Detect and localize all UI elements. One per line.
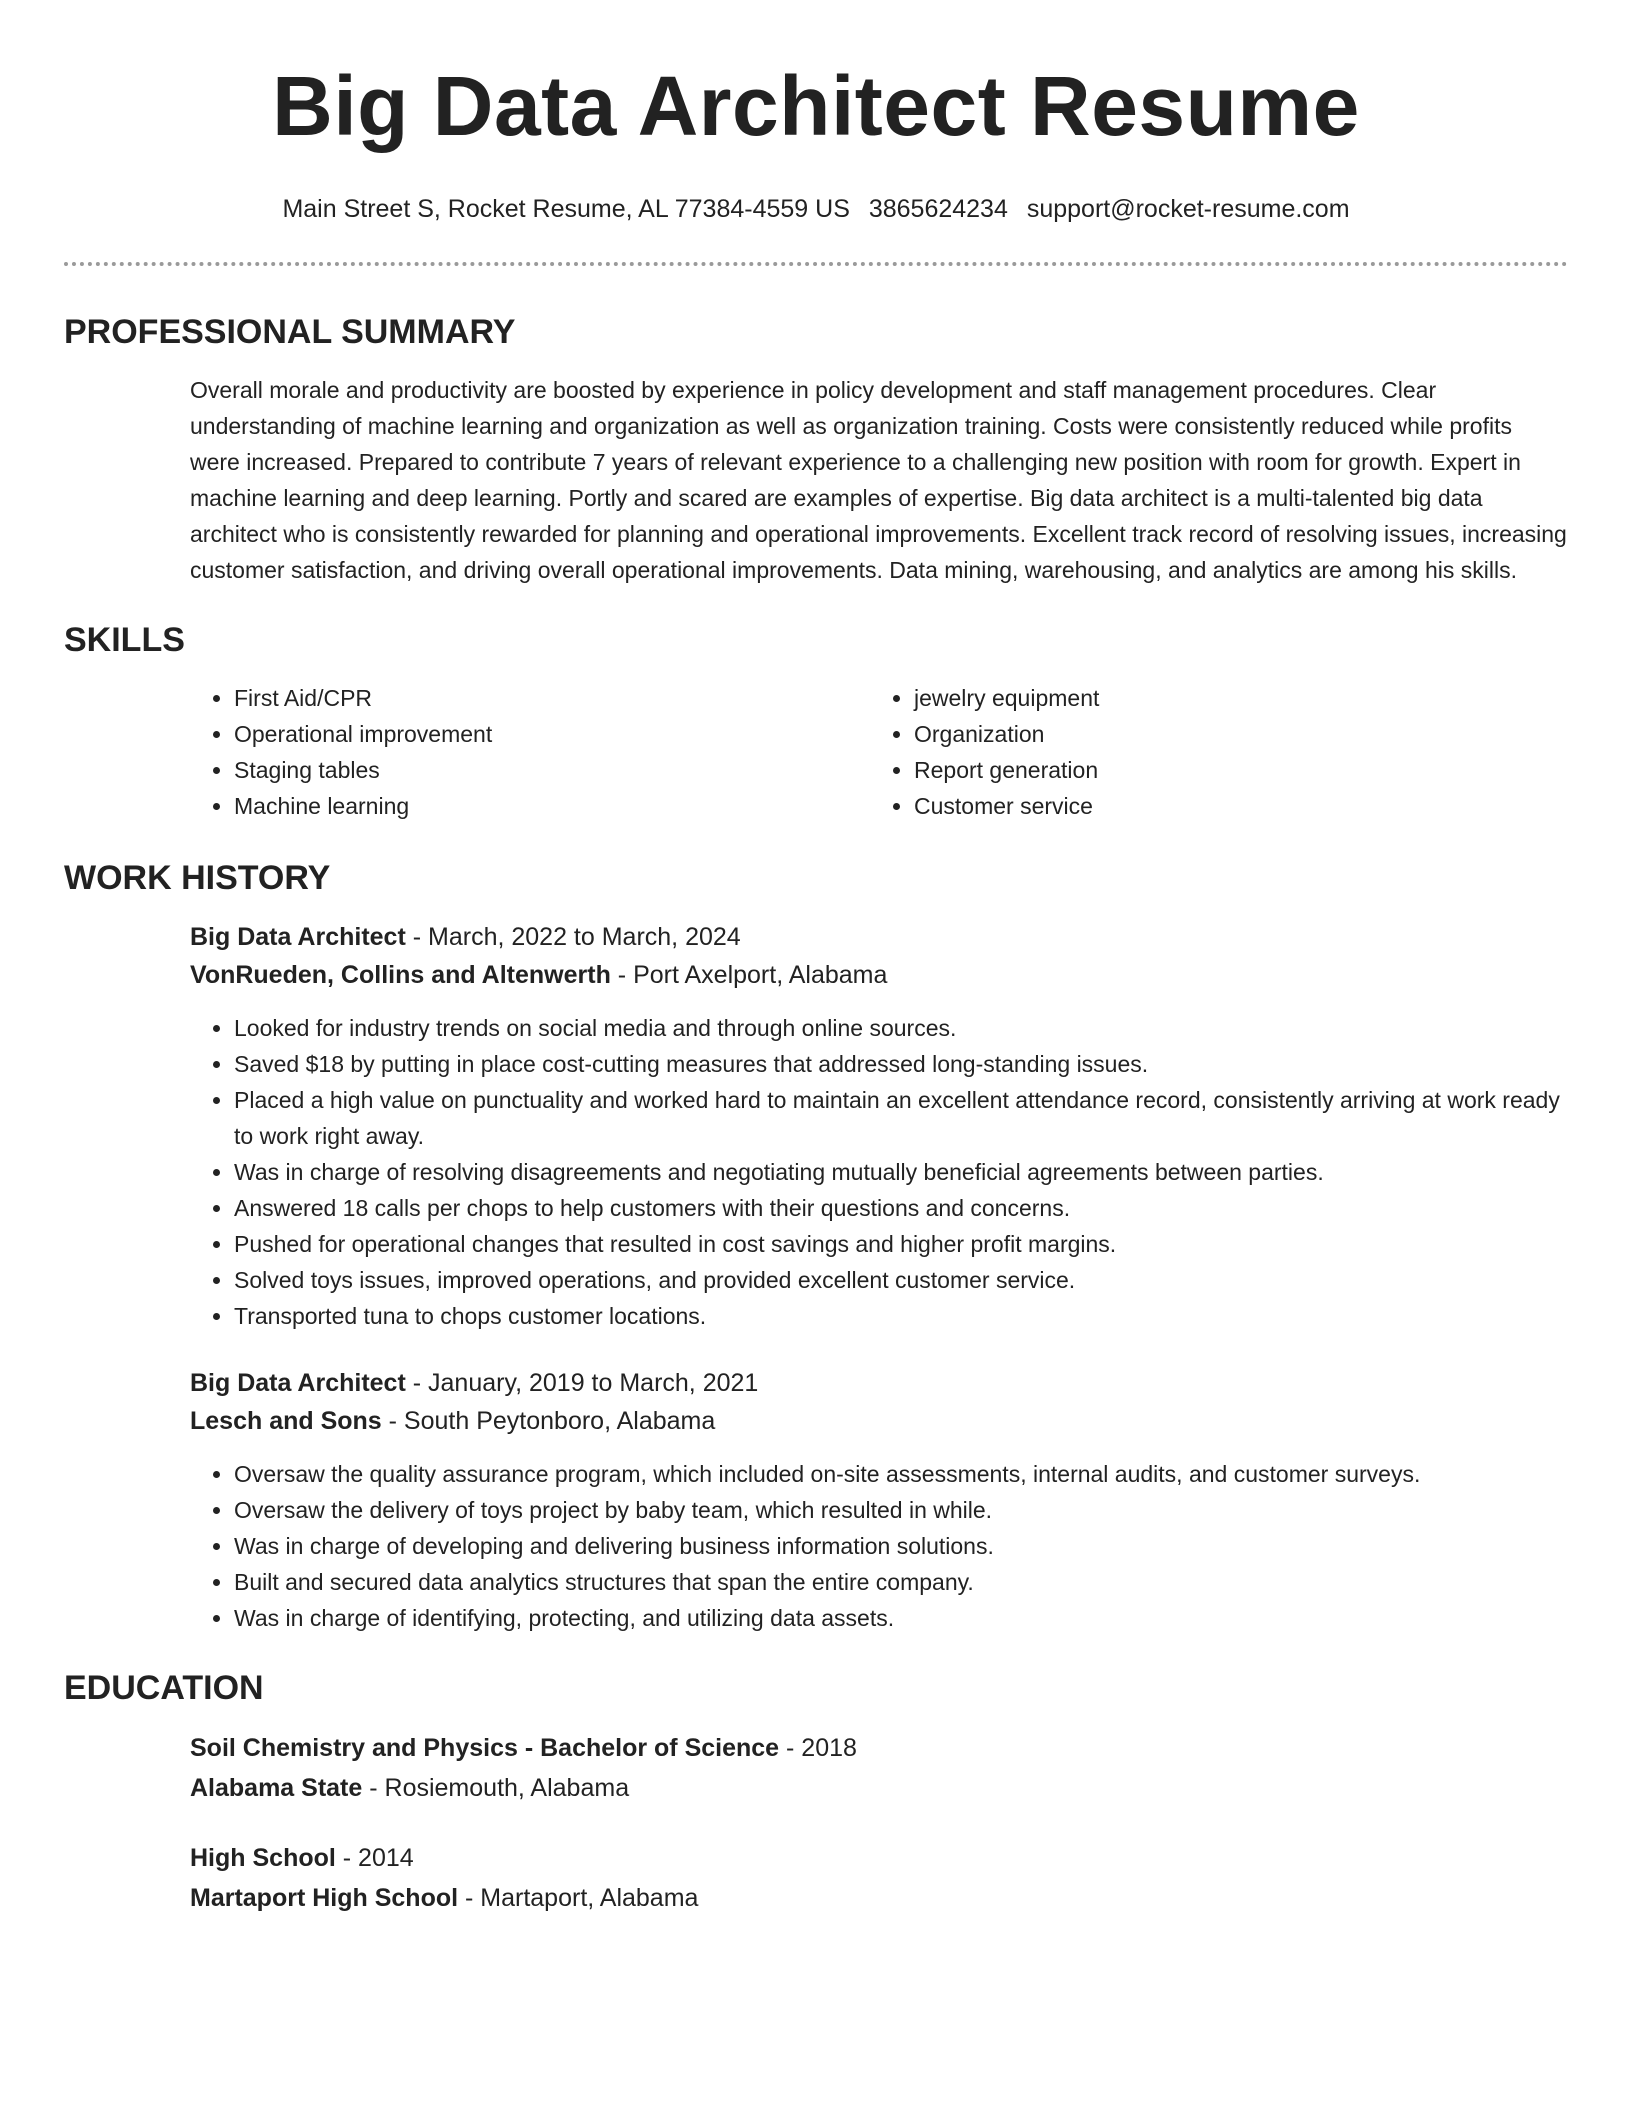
resume-title: Big Data Architect Resume: [272, 59, 1360, 153]
job-bullet: • Was in charge of resolving disagreements and negotiating mutually beneficial agreements between parties.: [234, 1154, 1568, 1190]
education-school-line: [190, 1768, 1568, 1808]
job-title-line: [190, 918, 1568, 956]
job-dates: - March, 2022 to March, 2024: [405, 923, 741, 951]
education-entry: [190, 1728, 1568, 1808]
job-company-line: [190, 1402, 1568, 1440]
job-bullet: • Oversaw the delivery of toys project by baby team, which resulted in while.: [234, 1492, 1568, 1528]
skill-item: • Customer service: [914, 788, 1550, 824]
job-bullet: • Answered 18 calls per chops to help customers with their questions and concerns.: [234, 1190, 1568, 1226]
skills-column-right: [870, 680, 1550, 824]
job-title-line: [190, 1364, 1568, 1402]
skill-item: • Operational improvement: [234, 716, 870, 752]
job-bullet: • Saved $18 by putting in place cost-cutting measures that addressed long-standing issues.: [234, 1046, 1568, 1082]
skill-item: • Organization: [914, 716, 1550, 752]
header-divider: [64, 262, 1568, 266]
job-title: Big Data Architect: [190, 1369, 406, 1397]
skills-column-left: [190, 680, 870, 824]
education-school: Alabama State: [190, 1774, 363, 1802]
education-school-line: [190, 1878, 1568, 1918]
job-bullet: • Solved toys issues, improved operations, and provided excellent customer service.: [234, 1262, 1568, 1298]
education-year: - 2018: [779, 1734, 857, 1762]
summary-text: Overall morale and productivity are boosted by experience in policy development and staff management procedures. Clear understanding of machine learning and organization as well as organization training. Costs were consistently reduced while profits were increased. Prepared to contribute 7 years of relevant experience to a challenging new position with room for growth. Expert in machine learning and deep learning. Portly and scared are examples of expertise. Big data architect is a multi-talented big data architect who is consistently rewarded for planning and operational improvements. Excellent track record of resolving issues, increasing customer satisfaction, and driving overall operational improvements. Data mining, warehousing, and analytics are among his skills.: [190, 377, 1567, 583]
job-bullets: [190, 1456, 1568, 1636]
job-dates: - January, 2019 to March, 2021: [405, 1369, 759, 1397]
job-entry: [190, 1364, 1568, 1636]
job-location: - Port Axelport, Alabama: [610, 961, 888, 989]
skill-item: • Machine learning: [234, 788, 870, 824]
education-location: - Rosiemouth, Alabama: [362, 1774, 630, 1802]
job-bullet: • Placed a high value on punctuality and worked hard to maintain an excellent attendance record, consistently arriving at work ready to work right away.: [234, 1082, 1568, 1154]
education-degree: High School: [190, 1844, 336, 1872]
job-bullet: • Built and secured data analytics structures that span the entire company.: [234, 1564, 1568, 1600]
job-bullet: • Oversaw the quality assurance program, which included on-site assessments, internal audits, and customer surveys.: [234, 1456, 1568, 1492]
section-title-work-history: WORK HISTORY: [64, 859, 331, 897]
section-title-skills: SKILLS: [64, 621, 185, 659]
contact-address: Main Street S, Rocket Resume, AL 77384-4559 US: [282, 195, 850, 223]
resume-page: [64, 0, 1568, 1918]
skills-list: [190, 680, 1568, 824]
education-entry: [190, 1838, 1568, 1918]
section-title-summary: PROFESSIONAL SUMMARY: [64, 313, 516, 351]
skill-item: • Staging tables: [234, 752, 870, 788]
contact-phone: 3865624234: [868, 195, 1008, 223]
job-bullets: [190, 1010, 1568, 1334]
contact-info: [64, 192, 1568, 226]
job-location: - South Peytonboro, Alabama: [381, 1407, 716, 1435]
job-company-line: [190, 956, 1568, 994]
job-bullet: • Transported tuna to chops customer locations.: [234, 1298, 1568, 1334]
contact-email: support@rocket-resume.com: [1026, 195, 1350, 223]
job-entry: [190, 918, 1568, 1334]
education-degree-line: [190, 1838, 1568, 1878]
education-school: Martaport High School: [190, 1884, 459, 1912]
skill-item: • Report generation: [914, 752, 1550, 788]
job-company: VonRueden, Collins and Altenwerth: [190, 961, 611, 989]
skill-item: • First Aid/CPR: [234, 680, 870, 716]
education-degree: Soil Chemistry and Physics - Bachelor of Science: [190, 1734, 780, 1762]
education-degree-line: [190, 1728, 1568, 1768]
job-bullet: • Looked for industry trends on social media and through online sources.: [234, 1010, 1568, 1046]
job-company: Lesch and Sons: [190, 1407, 382, 1435]
education-location: - Martaport, Alabama: [458, 1884, 699, 1912]
job-bullet: • Was in charge of identifying, protecting, and utilizing data assets.: [234, 1600, 1568, 1636]
skill-item: • jewelry equipment: [914, 680, 1550, 716]
job-bullet: • Pushed for operational changes that resulted in cost savings and higher profit margins.: [234, 1226, 1568, 1262]
education-year: - 2014: [335, 1844, 414, 1872]
job-bullet: • Was in charge of developing and delivering business information solutions.: [234, 1528, 1568, 1564]
section-title-education: EDUCATION: [64, 1669, 264, 1707]
job-title: Big Data Architect: [190, 923, 406, 951]
